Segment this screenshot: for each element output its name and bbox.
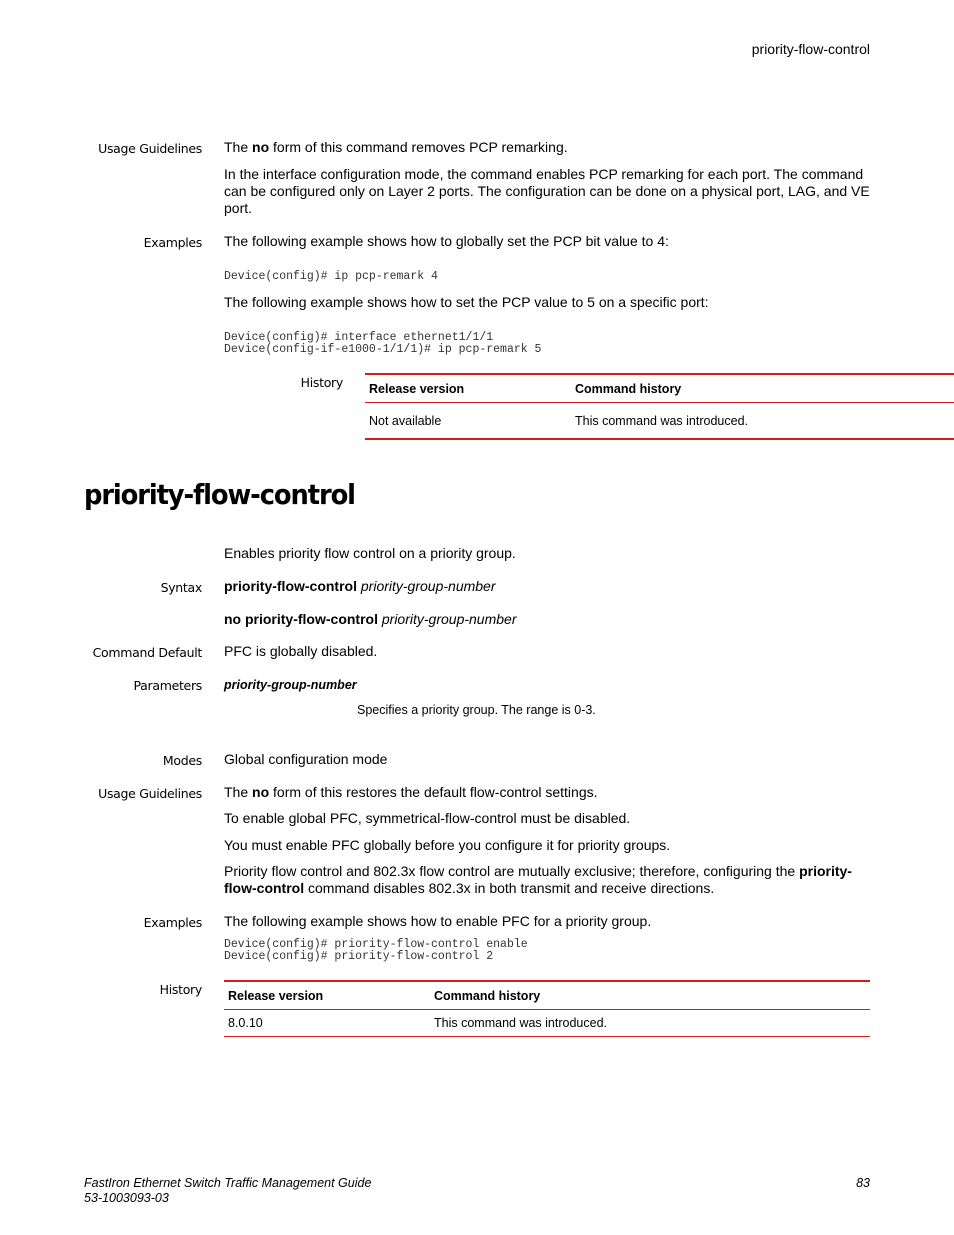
usage-guidelines-p1: The no form of this command removes PCP remarking. <box>224 139 568 155</box>
example-code-line2: Device(config)# priority-flow-control 2 <box>224 950 494 963</box>
syntax-line1: priority-flow-control priority-group-number <box>224 578 496 594</box>
table-row <box>224 1010 870 1037</box>
history-cell-release: 8.0.10 <box>224 1010 430 1037</box>
history-cell-command: This command was introduced. <box>430 1010 870 1037</box>
footer-doc-number: 53-1003093-03 <box>84 1191 169 1205</box>
page-number: 83 <box>856 1176 870 1190</box>
example2-code-line2: Device(config-if-e1000-1/1/1)# ip pcp-remark 5 <box>224 343 542 356</box>
syntax-line2: no priority-flow-control priority-group-number <box>224 611 517 627</box>
history-col-release: Release version <box>224 981 430 1010</box>
history-label: History <box>300 375 343 390</box>
section-description: Enables priority flow control on a priority group. <box>224 545 516 561</box>
history-col-command: Command history <box>571 374 954 403</box>
command-default-text: PFC is globally disabled. <box>224 643 378 659</box>
parameter-name: priority-group-number <box>224 678 357 692</box>
syntax-label: Syntax <box>160 580 202 595</box>
example1-code: Device(config)# ip pcp-remark 4 <box>224 270 438 283</box>
example-text: The following example shows how to enable PFC for a priority group. <box>224 913 652 929</box>
history-label-2: History <box>159 982 202 997</box>
usage-p2: To enable global PFC, symmetrical-flow-control must be disabled. <box>224 810 631 826</box>
footer <box>84 1176 371 1206</box>
example2-code-line1: Device(config)# interface ethernet1/1/1 <box>224 331 494 344</box>
example1-text: The following example shows how to globally set the PCP bit value to 4: <box>224 233 669 249</box>
history-table <box>365 373 954 440</box>
history-cell-command: This command was introduced. <box>571 403 954 440</box>
modes-text: Global configuration mode <box>224 751 388 767</box>
examples-label-2: Examples <box>143 915 202 930</box>
history-header-row <box>365 374 954 403</box>
section-title: priority-flow-control <box>84 478 355 511</box>
running-header: priority-flow-control <box>751 41 870 57</box>
usage-guidelines-label-2: Usage Guidelines <box>98 786 202 801</box>
parameters-label: Parameters <box>133 678 202 693</box>
usage-guidelines-p2: In the interface configuration mode, the command enables PCP remarking for each port. The command can be configured only on Layer 2 ports. The configuration can be done on a physical port, LAG, and VE port. <box>224 166 870 216</box>
table-row <box>365 403 954 440</box>
usage-p3: You must enable PFC globally before you configure it for priority groups. <box>224 837 671 853</box>
parameter-description: Specifies a priority group. The range is 0-3. <box>357 703 596 717</box>
history-header-row <box>224 981 870 1010</box>
modes-label: Modes <box>162 753 202 768</box>
example-code-line1: Device(config)# priority-flow-control enable <box>224 938 528 951</box>
example2-text: The following example shows how to set the PCP value to 5 on a specific port: <box>224 294 709 310</box>
footer-guide-title: FastIron Ethernet Switch Traffic Management Guide <box>84 1176 372 1190</box>
command-default-label: Command Default <box>92 645 202 660</box>
history-table-2 <box>224 980 870 1037</box>
usage-p1: The no form of this restores the default flow-control settings. <box>224 784 598 800</box>
usage-p4: Priority flow control and 802.3x flow control are mutually exclusive; therefore, configuring the priority-flow-control command disables 802.3x in both transmit and receive directions. <box>224 863 852 896</box>
usage-guidelines-label: Usage Guidelines <box>98 141 202 156</box>
history-cell-release: Not available <box>365 403 571 440</box>
history-col-command: Command history <box>430 981 870 1010</box>
examples-label: Examples <box>143 235 202 250</box>
history-col-release: Release version <box>365 374 571 403</box>
